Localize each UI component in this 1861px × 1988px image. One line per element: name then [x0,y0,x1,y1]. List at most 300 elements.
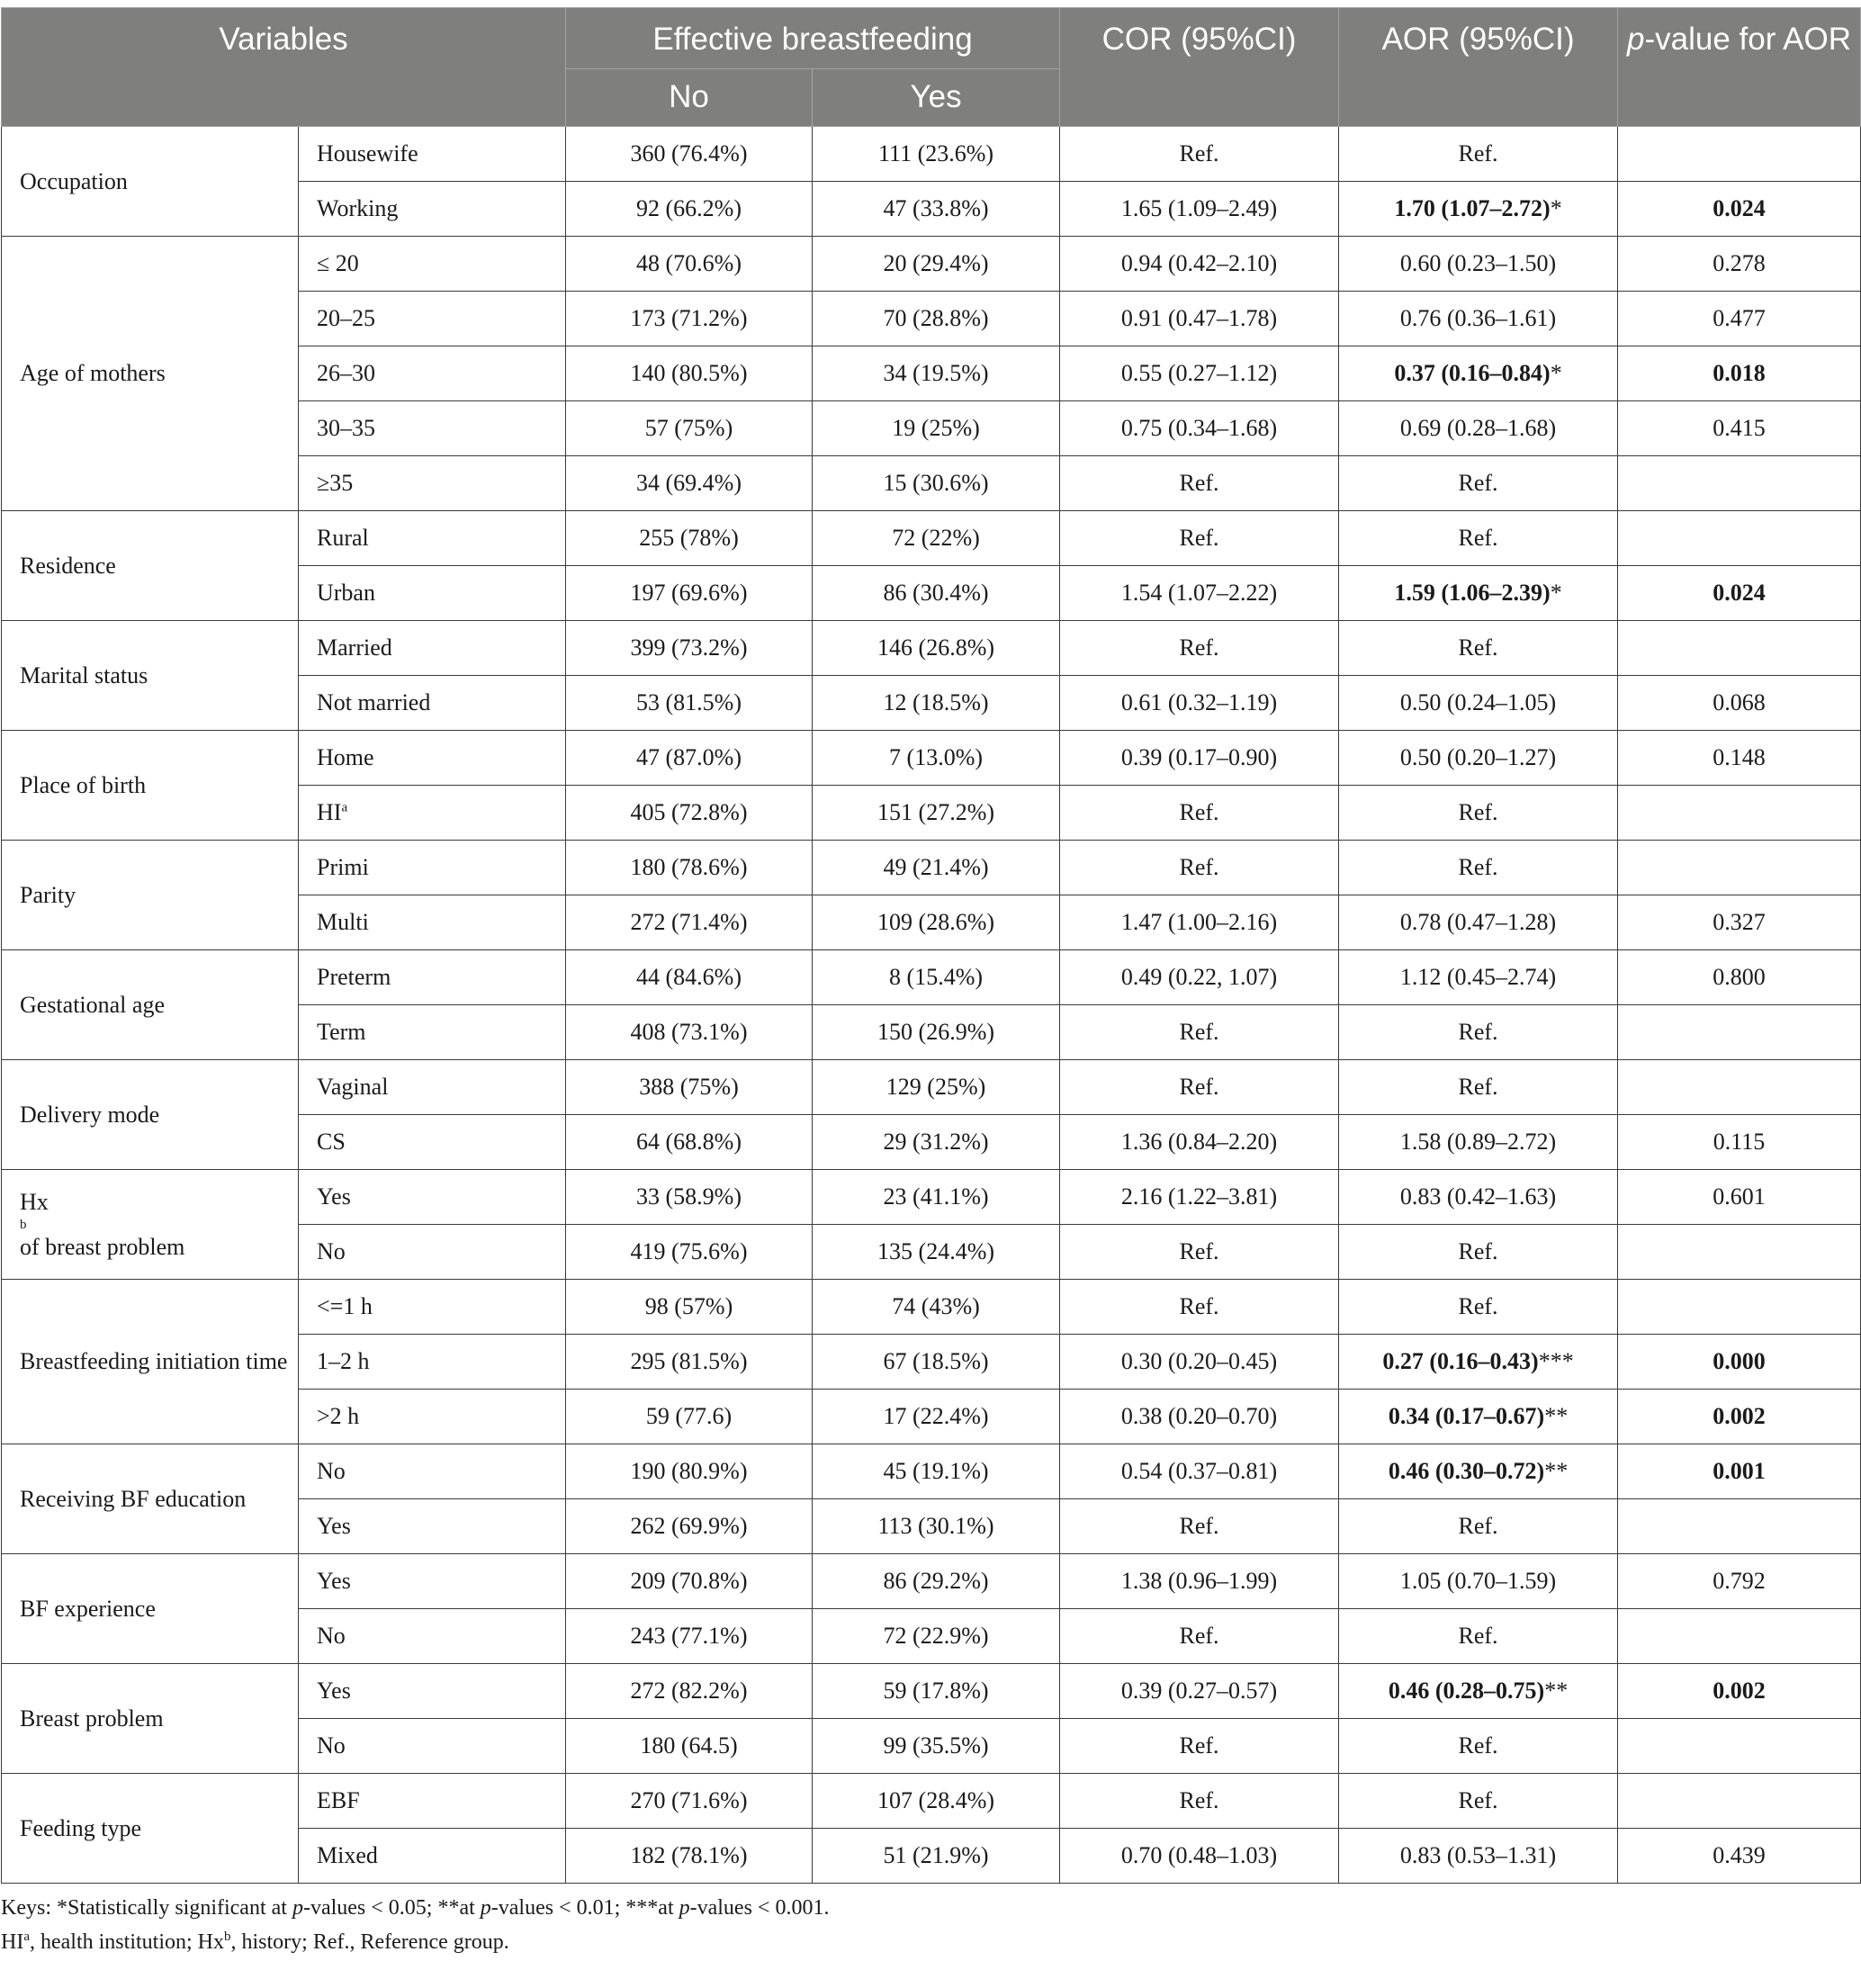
cor-cell: Ref. [1060,127,1339,182]
table-row [2,841,1861,895]
count-no-cell: 197 (69.6%) [566,566,813,621]
variable-group-text: Breastfeeding initiation time [20,1348,288,1374]
aor-cell [1339,456,1618,511]
cor-cell: Ref. [1060,1719,1339,1774]
p-value-cell [1618,1280,1861,1335]
category-text: 26–30 [317,360,375,386]
significance-asterisk: * [1550,580,1562,606]
variable-group-text: Hx [20,1188,49,1215]
significance-asterisk: ** [1544,1678,1569,1704]
count-yes-cell: 146 (26.8%) [813,621,1060,676]
category-text: Working [317,195,399,221]
variable-group-label [2,127,299,237]
aor-cell [1339,676,1618,731]
category-text: Yes [317,1568,351,1594]
p-value-cell [1618,1609,1861,1664]
significance-asterisk: * [1550,195,1562,221]
footnote-fragment: , history; Ref., Reference group. [230,1930,509,1954]
header-variables: Variables [2,8,566,127]
count-yes-cell: 86 (30.4%) [813,566,1060,621]
count-yes-cell: 49 (21.4%) [813,841,1060,895]
category-text: Primi [317,854,369,880]
count-no-cell: 180 (64.5) [566,1719,813,1774]
count-yes-cell: 113 (30.1%) [813,1499,1060,1554]
aor-value: 0.69 (0.28–1.68) [1399,415,1557,441]
variable-group-label [2,950,299,1060]
aor-cell [1339,1390,1618,1444]
category-text: Housewife [317,140,418,166]
cor-cell: 1.54 (1.07–2.22) [1060,566,1339,621]
aor-value: Ref. [1458,470,1498,496]
count-no-cell: 272 (71.4%) [566,895,813,950]
category-cell [299,1554,566,1609]
table-row [2,1664,1861,1719]
cor-cell: 0.70 (0.48–1.03) [1060,1829,1339,1884]
category-text: Vaginal [317,1074,389,1100]
aor-value: 1.12 (0.45–2.74) [1399,964,1557,990]
category-text: Married [317,634,392,661]
category-cell [299,1060,566,1115]
footnote-fragment: -values < 0.01; ***at [490,1896,679,1920]
cor-cell: 0.39 (0.27–0.57) [1060,1664,1339,1719]
count-no-cell: 209 (70.8%) [566,1554,813,1609]
aor-cell [1339,786,1618,841]
footnote-keys [1,1891,1861,1925]
category-text: 30–35 [317,415,375,441]
variable-group-text: Feeding type [20,1814,142,1841]
table-row [2,127,1861,182]
category-text: >2 h [317,1403,360,1429]
aor-value: 0.76 (0.36–1.61) [1399,305,1557,331]
p-value-cell: 0.148 [1618,731,1861,786]
aor-cell [1339,950,1618,1005]
count-no-cell: 48 (70.6%) [566,237,813,292]
category-cell [299,182,566,237]
cor-cell: Ref. [1060,1499,1339,1554]
count-yes-cell: 72 (22.9%) [813,1609,1060,1664]
count-yes-cell: 23 (41.1%) [813,1170,1060,1225]
category-text: Mixed [317,1842,378,1868]
category-cell [299,292,566,346]
p-value-cell [1618,1060,1861,1115]
count-yes-cell: 86 (29.2%) [813,1554,1060,1609]
p-value-cell [1618,1225,1861,1280]
aor-cell [1339,1609,1618,1664]
aor-value: Ref. [1458,854,1498,880]
variable-group-text: Gestational age [20,991,165,1018]
p-value-cell: 0.000 [1618,1335,1861,1390]
count-no-cell: 190 (80.9%) [566,1444,813,1499]
cor-cell: Ref. [1060,456,1339,511]
count-no-cell: 47 (87.0%) [566,731,813,786]
p-value-cell: 0.601 [1618,1170,1861,1225]
category-cell [299,566,566,621]
cor-cell: 0.39 (0.17–0.90) [1060,731,1339,786]
footnote-fragment: b [224,1930,231,1944]
variable-group-label [2,1664,299,1774]
aor-value: 0.37 (0.16–0.84) [1394,360,1551,386]
category-cell [299,841,566,895]
category-cell [299,1115,566,1170]
count-yes-cell: 72 (22%) [813,511,1060,566]
table-footnotes [1,1891,1861,1959]
variable-group-label [2,1554,299,1664]
category-cell [299,1444,566,1499]
cor-cell: 1.36 (0.84–2.20) [1060,1115,1339,1170]
p-value-cell: 0.024 [1618,566,1861,621]
p-value-cell [1618,786,1861,841]
aor-value: 0.34 (0.17–0.67) [1388,1403,1545,1429]
variable-group-text: Delivery mode [20,1101,160,1128]
p-value-cell: 0.415 [1618,401,1861,456]
footnote-fragment: -values < 0.001. [689,1896,830,1920]
aor-value: 0.27 (0.16–0.43) [1382,1348,1539,1374]
variable-group-text-rest: of breast problem [20,1233,185,1260]
count-no-cell: 53 (81.5%) [566,676,813,731]
count-no-cell: 180 (78.6%) [566,841,813,895]
aor-value: 0.46 (0.30–0.72) [1388,1458,1545,1484]
variable-group-label [2,621,299,731]
aor-value: Ref. [1458,1019,1498,1045]
count-no-cell: 59 (77.6) [566,1390,813,1444]
category-text: Yes [317,1678,351,1704]
aor-value: 1.58 (0.89–2.72) [1399,1129,1557,1155]
category-text: Rural [317,525,369,551]
p-value-cell: 0.018 [1618,346,1861,401]
count-yes-cell: 150 (26.9%) [813,1005,1060,1060]
count-yes-cell: 19 (25%) [813,401,1060,456]
count-yes-cell: 47 (33.8%) [813,182,1060,237]
count-yes-cell: 17 (22.4%) [813,1390,1060,1444]
category-cell [299,786,566,841]
count-no-cell: 34 (69.4%) [566,456,813,511]
p-value-cell [1618,841,1861,895]
count-no-cell: 262 (69.9%) [566,1499,813,1554]
aor-cell [1339,1444,1618,1499]
p-value-cell [1618,1774,1861,1829]
category-cell [299,1664,566,1719]
cor-cell: 0.49 (0.22, 1.07) [1060,950,1339,1005]
cor-cell: Ref. [1060,1609,1339,1664]
table-row [2,237,1861,292]
count-no-cell: 295 (81.5%) [566,1335,813,1390]
category-cell [299,1609,566,1664]
aor-value: Ref. [1458,1787,1498,1813]
aor-value: Ref. [1458,1293,1498,1319]
count-no-cell: 405 (72.8%) [566,786,813,841]
table-row [2,1060,1861,1115]
category-text: Yes [317,1513,351,1539]
table-body [2,127,1861,1884]
table-header [2,8,1861,127]
count-no-cell: 57 (75%) [566,401,813,456]
category-text: 1–2 h [317,1348,370,1374]
category-text: No [317,1238,346,1264]
aor-cell [1339,895,1618,950]
count-yes-cell: 67 (18.5%) [813,1335,1060,1390]
variable-group-label [2,1060,299,1170]
count-yes-cell: 70 (28.8%) [813,292,1060,346]
header-p-value [1618,8,1861,127]
count-no-cell: 64 (68.8%) [566,1115,813,1170]
aor-value: 0.78 (0.47–1.28) [1399,909,1557,935]
aor-cell [1339,1554,1618,1609]
aor-value: 0.83 (0.53–1.31) [1399,1842,1557,1868]
cor-cell: Ref. [1060,1060,1339,1115]
category-cell [299,1280,566,1335]
category-text: Urban [317,580,375,606]
cor-cell: 0.94 (0.42–2.10) [1060,237,1339,292]
count-yes-cell: 51 (21.9%) [813,1829,1060,1884]
p-value-cell [1618,511,1861,566]
aor-cell [1339,1225,1618,1280]
category-text: ≤ 20 [317,250,359,276]
significance-asterisk: ** [1544,1458,1569,1484]
aor-cell [1339,566,1618,621]
category-cell [299,511,566,566]
cor-cell: 1.47 (1.00–2.16) [1060,895,1339,950]
aor-value: Ref. [1458,1513,1498,1539]
variable-group-text: Place of birth [20,771,147,798]
aor-cell [1339,621,1618,676]
aor-cell [1339,1829,1618,1884]
variable-group-label [2,237,299,511]
category-cell [299,127,566,182]
p-value-cell: 0.068 [1618,676,1861,731]
footnote-fragment: p [480,1896,491,1920]
p-value-cell: 0.024 [1618,182,1861,237]
aor-value: 0.50 (0.24–1.05) [1399,689,1557,715]
count-no-cell: 140 (80.5%) [566,346,813,401]
variable-group-label [2,841,299,950]
category-text: <=1 h [317,1293,373,1319]
aor-cell [1339,1664,1618,1719]
p-value-cell [1618,1719,1861,1774]
cor-cell: 0.55 (0.27–1.12) [1060,346,1339,401]
p-value-cell: 0.278 [1618,237,1861,292]
count-no-cell: 182 (78.1%) [566,1829,813,1884]
table-row [2,1774,1861,1829]
cor-cell: 0.54 (0.37–0.81) [1060,1444,1339,1499]
aor-value: 1.59 (1.06–2.39) [1394,580,1551,606]
aor-cell [1339,1719,1618,1774]
count-no-cell: 243 (77.1%) [566,1609,813,1664]
count-yes-cell: 34 (19.5%) [813,346,1060,401]
category-text: Not married [317,689,431,715]
header-cor: COR (95%CI) [1060,8,1339,127]
cor-cell: Ref. [1060,786,1339,841]
table-row [2,511,1861,566]
footnote-fragment: , health institution; Hx [30,1930,224,1954]
count-yes-cell: 20 (29.4%) [813,237,1060,292]
count-yes-cell: 109 (28.6%) [813,895,1060,950]
cor-cell: 0.38 (0.20–0.70) [1060,1390,1339,1444]
count-yes-cell: 8 (15.4%) [813,950,1060,1005]
p-value-cell: 0.477 [1618,292,1861,346]
aor-value: Ref. [1458,1074,1498,1100]
aor-cell [1339,841,1618,895]
count-no-cell: 272 (82.2%) [566,1664,813,1719]
cor-cell: Ref. [1060,621,1339,676]
count-yes-cell: 99 (35.5%) [813,1719,1060,1774]
p-value-cell: 0.115 [1618,1115,1861,1170]
p-value-cell [1618,1499,1861,1554]
category-text: No [317,1623,346,1649]
aor-cell [1339,1499,1618,1554]
significance-asterisk: ** [1544,1403,1569,1429]
category-cell [299,1005,566,1060]
count-no-cell: 33 (58.9%) [566,1170,813,1225]
p-value-cell: 0.001 [1618,1444,1861,1499]
aor-value: 0.50 (0.20–1.27) [1399,744,1557,770]
significance-asterisk: *** [1538,1348,1574,1374]
footnote-abbreviations [1,1925,1861,1959]
header-no: No [566,69,813,127]
cor-cell: 0.75 (0.34–1.68) [1060,401,1339,456]
variable-group-label [2,731,299,841]
category-text: ≥35 [317,470,354,496]
cor-cell: 1.65 (1.09–2.49) [1060,182,1339,237]
cor-cell: 0.30 (0.20–0.45) [1060,1335,1339,1390]
aor-cell [1339,1170,1618,1225]
count-no-cell: 408 (73.1%) [566,1005,813,1060]
aor-cell [1339,511,1618,566]
table-figure [0,7,1861,1959]
category-text: Home [317,744,374,770]
count-yes-cell: 111 (23.6%) [813,127,1060,182]
aor-value: Ref. [1458,140,1498,166]
table-row [2,950,1861,1005]
count-yes-cell: 12 (18.5%) [813,676,1060,731]
count-no-cell: 173 (71.2%) [566,292,813,346]
cor-cell: 0.91 (0.47–1.78) [1060,292,1339,346]
aor-value: 1.05 (0.70–1.59) [1399,1568,1557,1594]
count-yes-cell: 135 (24.4%) [813,1225,1060,1280]
p-value-cell: 0.002 [1618,1390,1861,1444]
category-text: Preterm [317,964,391,990]
category-cell [299,895,566,950]
cor-cell: Ref. [1060,841,1339,895]
variable-group-text: Breast problem [20,1705,164,1732]
cor-cell: Ref. [1060,1774,1339,1829]
aor-cell [1339,1280,1618,1335]
count-no-cell: 388 (75%) [566,1060,813,1115]
cor-cell: Ref. [1060,1280,1339,1335]
header-p-rest: -value for AOR [1644,22,1852,57]
variable-group-label [2,1774,299,1884]
aor-cell [1339,182,1618,237]
variable-group-label [2,511,299,621]
variable-group-text: Receiving BF education [20,1485,247,1512]
cor-cell: Ref. [1060,1005,1339,1060]
category-cell [299,1170,566,1225]
count-no-cell: 92 (66.2%) [566,182,813,237]
aor-cell [1339,346,1618,401]
aor-value: Ref. [1458,1238,1498,1264]
p-value-cell: 0.439 [1618,1829,1861,1884]
table-row [2,731,1861,786]
category-text: HI [317,799,342,825]
count-yes-cell: 29 (31.2%) [813,1115,1060,1170]
p-value-cell: 0.800 [1618,950,1861,1005]
count-yes-cell: 151 (27.2%) [813,786,1060,841]
aor-cell [1339,401,1618,456]
category-text: Multi [317,909,369,935]
category-text: Term [317,1019,366,1045]
category-cell [299,456,566,511]
variable-group-label: Hx b of breast problem [2,1170,299,1280]
category-cell [299,950,566,1005]
aor-cell [1339,127,1618,182]
footnote-fragment: Keys: *Statistically significant at [1,1896,292,1920]
aor-value: 0.83 (0.42–1.63) [1399,1183,1557,1210]
aor-cell [1339,1060,1618,1115]
count-no-cell: 399 (73.2%) [566,621,813,676]
table-row [2,621,1861,676]
category-text: EBF [317,1787,360,1813]
category-text: No [317,1458,346,1484]
significance-asterisk: * [1550,360,1562,386]
variable-group-text: BF experience [20,1595,156,1622]
count-yes-cell: 107 (28.4%) [813,1774,1060,1829]
count-yes-cell: 129 (25%) [813,1060,1060,1115]
category-cell [299,621,566,676]
cor-cell: Ref. [1060,1225,1339,1280]
cor-cell: 1.38 (0.96–1.99) [1060,1554,1339,1609]
variable-group-text: Occupation [20,167,128,194]
category-text: No [317,1732,346,1759]
aor-cell [1339,292,1618,346]
footnote-fragment: -values < 0.05; **at [302,1896,481,1920]
aor-value: 1.70 (1.07–2.72) [1394,195,1551,221]
count-yes-cell: 15 (30.6%) [813,456,1060,511]
category-cell [299,1225,566,1280]
aor-cell [1339,1005,1618,1060]
aor-cell [1339,1774,1618,1829]
table-row [2,1280,1861,1335]
footnote-fragment: HI [1,1930,24,1954]
count-no-cell: 98 (57%) [566,1280,813,1335]
p-value-cell: 0.792 [1618,1554,1861,1609]
count-yes-cell: 7 (13.0%) [813,731,1060,786]
header-effective-breastfeeding: Effective breastfeeding [566,8,1060,69]
count-no-cell: 44 (84.6%) [566,950,813,1005]
category-cell [299,1774,566,1829]
p-value-cell: 0.002 [1618,1664,1861,1719]
cor-cell: Ref. [1060,511,1339,566]
p-value-cell [1618,456,1861,511]
aor-value: Ref. [1458,1623,1498,1649]
category-cell [299,1335,566,1390]
variable-group-label [2,1280,299,1444]
category-cell [299,1829,566,1884]
category-cell [299,237,566,292]
table-row [2,1170,1861,1225]
aor-cell [1339,731,1618,786]
footnote-fragment: p [679,1896,690,1920]
count-yes-cell: 59 (17.8%) [813,1664,1060,1719]
aor-cell [1339,1335,1618,1390]
category-text: 20–25 [317,305,375,331]
category-cell [299,1390,566,1444]
category-text: CS [317,1129,346,1155]
header-yes: Yes [813,69,1060,127]
cor-cell: 0.61 (0.32–1.19) [1060,676,1339,731]
variable-group-text: Marital status [20,661,148,688]
aor-value: Ref. [1458,1732,1498,1759]
variable-group-text: Residence [20,552,116,579]
table-row [2,1444,1861,1499]
